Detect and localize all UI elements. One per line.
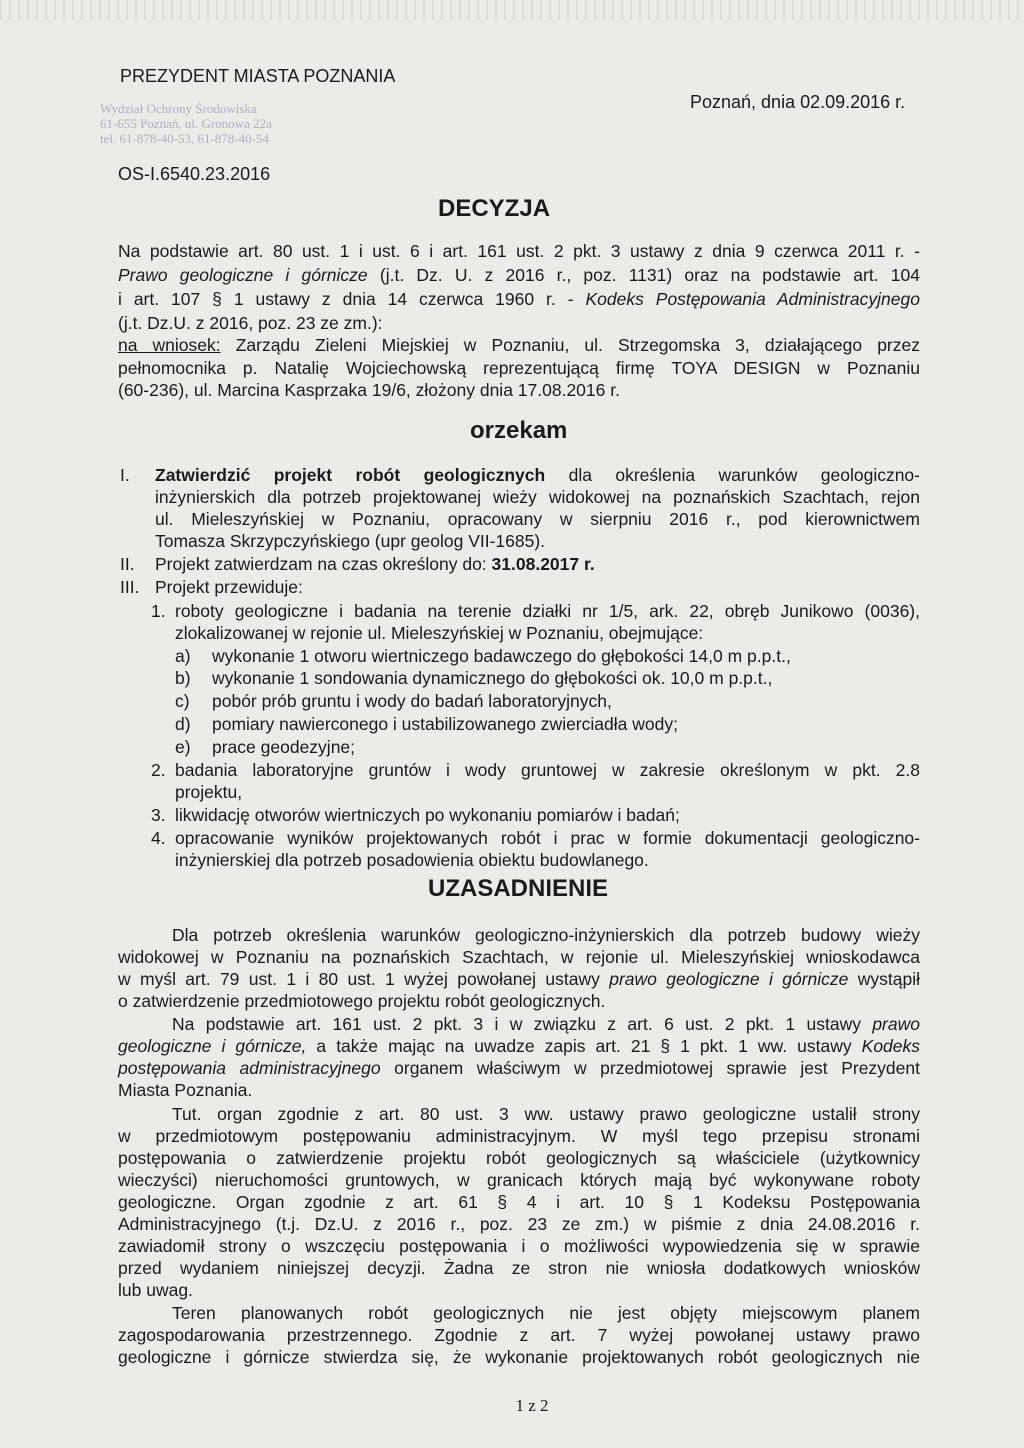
intro-line: (60-236), ul. Marcina Kasprzaka 19/6, złożony dnia 17.08.2016 r. [118,380,620,400]
stamp-line: Wydział Ochrony Środowiska [100,101,257,116]
justification-text: w myśl art. 79 ust. 1 i 80 ust. 1 wyżej powołanej ustawy [118,969,610,989]
justification-line [118,969,920,990]
justification-text: Na podstawie art. 161 ust. 2 pkt. 3 i w związku z art. 6 ust. 2 pkt. 1 ustawy [172,1014,873,1034]
intro-text: Zarządu Zieleni Miejskiej w Poznaniu, ul. Strzegomska 3, działającego przez [220,335,920,355]
item-number: 1. [151,601,166,621]
ruling-title: orzekam [470,417,568,444]
subitem-letter: d) [175,714,191,734]
justification-line: zawiadomił strony o wszczęciu postępowania i o możliwości wypowiedzenia się w sprawie [118,1236,920,1256]
item-line: roboty geologiczne i badania na terenie działki nr 1/5, ark. 22, obręb Junikowo (0036), [175,601,920,621]
justification-text: a także mając na uwadze zapis art. 21 § 1 pkt. 1 ww. ustawy [306,1036,862,1056]
ruling-emphasis: Zatwierdzić projekt robót geologicznych [155,465,546,485]
ruling-line [155,554,595,575]
scan-edge-strip [0,0,1024,20]
stamp-line: tel. 61-878-40-53, 61-878-40-54 [100,131,269,146]
item-number: 3. [151,805,166,825]
justification-line: postępowania o zatwierdzenie projektu robót geologicznych są właściciele (użytkownicy [118,1148,920,1168]
justification-line: o zatwierdzenie przedmiotowego projektu robót geologicznych. [118,991,606,1011]
case-reference: OS-I.6540.23.2016 [118,164,271,184]
subitem-text: pomiary nawierconego i ustabilizowanego zwierciadła wody; [212,714,678,734]
subitem-text: wykonanie 1 otworu wiertniczego badawczego do głębokości 14,0 m p.p.t., [212,646,791,666]
justification-line: widokowej w Poznaniu na poznańskich Szachtach, w rejonie ul. Mieleszyńskiej wnioskodawca [118,947,920,967]
ruling-marker: II. [120,554,135,574]
item-line: projektu, [175,782,243,802]
intro-line: (j.t. Dz.U. z 2016, poz. 23 ze zm.): [118,313,383,333]
intro-text: (j.t. Dz. U. z 2016 r., poz. 1131) oraz na podstawie art. 104 [367,265,920,285]
ruling-line: Tomasza Skrzypczyńskiego (upr geolog VII-1685). [155,531,546,551]
item-line: likwidację otworów wiertniczych po wykonaniu pomiarów i badań; [175,805,680,825]
issuing-authority: PREZYDENT MIASTA POZNANIA [120,66,396,86]
justification-line [172,1014,920,1035]
subitem-text: prace geodezyjne; [212,737,356,757]
subitem-letter: b) [175,668,191,688]
subitem-text: pobór prób gruntu i wody do badań laboratoryjnych, [212,691,612,711]
ruling-line [155,465,920,486]
stamp-line: 61-655 Poznań, ul. Gronowa 22a [100,116,272,131]
validity-date: 31.08.2017 r. [491,554,595,574]
subitem-letter: a) [175,646,191,666]
justification-title: UZASADNIENIE [428,875,609,902]
act-name: Kodeks [861,1036,921,1056]
ruling-marker: III. [120,577,140,597]
justification-line: Miasta Poznania. [118,1080,253,1100]
justification-text: wystąpił [848,969,920,989]
act-name: Kodeks Postępowania Administracyjnego [585,289,920,309]
justification-line: przed wydaniem niniejszej decyzji. Żadna ze stron nie wniosła dodatkowych wniosków [118,1258,920,1278]
justification-line [118,1058,920,1079]
intro-line: Na podstawie art. 80 ust. 1 i ust. 6 i art. 161 ust. 2 pkt. 3 ustawy z dnia 9 czerwca 2011 r. - [118,241,920,261]
justification-line: w przedmiotowym postępowaniu administracyjnym. W myśl tego przepisu stronami [118,1126,920,1146]
justification-line: geologiczne i górnicze stwierdza się, że wykonanie projektowanych robót geologicznych nie [118,1347,920,1367]
decision-title: DECYZJA [438,195,551,222]
intro-line [118,265,920,286]
subitem-letter: e) [175,737,191,757]
ruling-line: inżynierskich dla potrzeb projektowanej wieży widokowej na poznańskich Szachtach, rejon [155,487,920,507]
act-name: prawo geologiczne i górnicze [609,969,849,989]
act-name: postępowania administracyjnego [118,1058,381,1078]
justification-line [118,1036,920,1057]
justification-line: Teren planowanych robót geologicznych nie jest objęty miejscowym planem [172,1303,920,1323]
item-line: badania laboratoryjne gruntów i wody gruntowej w zakresie określonym w pkt. 2.8 [175,760,920,780]
justification-line: wieczyści) nieruchomości gruntowych, w granicach których mają być wykonywane roboty [118,1170,920,1190]
item-number: 4. [151,828,166,848]
justification-line: lub uwag. [118,1280,193,1300]
item-line: zlokalizowanej w rejonie ul. Mieleszyńskiej w Poznaniu, obejmujące: [175,623,704,643]
office-stamp [100,86,320,168]
justification-line: geologiczne. Organ zgodnie z art. 61 § 4 i art. 10 § 1 Kodeksu Postępowania [118,1192,920,1212]
intro-line: pełnomocnika p. Natalię Wojciechowską reprezentującą firmę TOYA DESIGN w Poznaniu [118,358,920,378]
intro-text: i art. 107 § 1 ustawy z dnia 14 czerwca 1960 r. - [118,289,586,309]
place-date: Poznań, dnia 02.09.2016 r. [690,92,906,112]
intro-line [118,289,920,310]
justification-text: organem właściwym w przedmiotowej sprawie jest Prezydent [380,1058,920,1078]
page-number: 1 z 2 [515,1396,549,1415]
subitem-letter: c) [175,691,190,711]
ruling-text: Projekt zatwierdzam na czas określony do: [155,554,492,574]
item-line: opracowanie wyników projektowanych robót i prac w formie dokumentacji geologiczno- [175,828,920,848]
ruling-line: ul. Mieleszyńskiej w Poznaniu, opracowany w sierpniu 2016 r., pod kierownictwem [155,509,920,529]
ruling-marker: I. [120,465,130,485]
ruling-text: dla określenia warunków geologiczno- [545,465,920,485]
item-line: inżynierskiej dla potrzeb posadowienia obiektu budowlanego. [175,850,649,870]
request-label: na wniosek: [118,335,221,355]
justification-line: Dla potrzeb określenia warunków geologiczno-inżynierskich dla potrzeb budowy wieży [172,925,920,945]
act-name: Prawo geologiczne i górnicze [118,265,368,285]
subitem-text: wykonanie 1 sondowania dynamicznego do głębokości ok. 10,0 m p.p.t., [212,668,773,688]
item-number: 2. [151,760,166,780]
justification-line: Tut. organ zgodnie z art. 80 ust. 3 ww. ustawy prawo geologiczne ustalił strony [172,1104,920,1124]
justification-line: Administracyjnego (t.j. Dz.U. z 2016 r., poz. 23 ze zm.) w piśmie z dnia 24.08.2016 r. [118,1214,920,1234]
justification-line: zagospodarowania przestrzennego. Zgodnie z art. 7 wyżej powołanej ustawy prawo [118,1325,920,1345]
intro-line [118,335,920,356]
act-name: geologiczne i górnicze, [118,1036,307,1056]
ruling-line: Projekt przewiduje: [155,577,303,597]
act-name: prawo [872,1014,920,1034]
